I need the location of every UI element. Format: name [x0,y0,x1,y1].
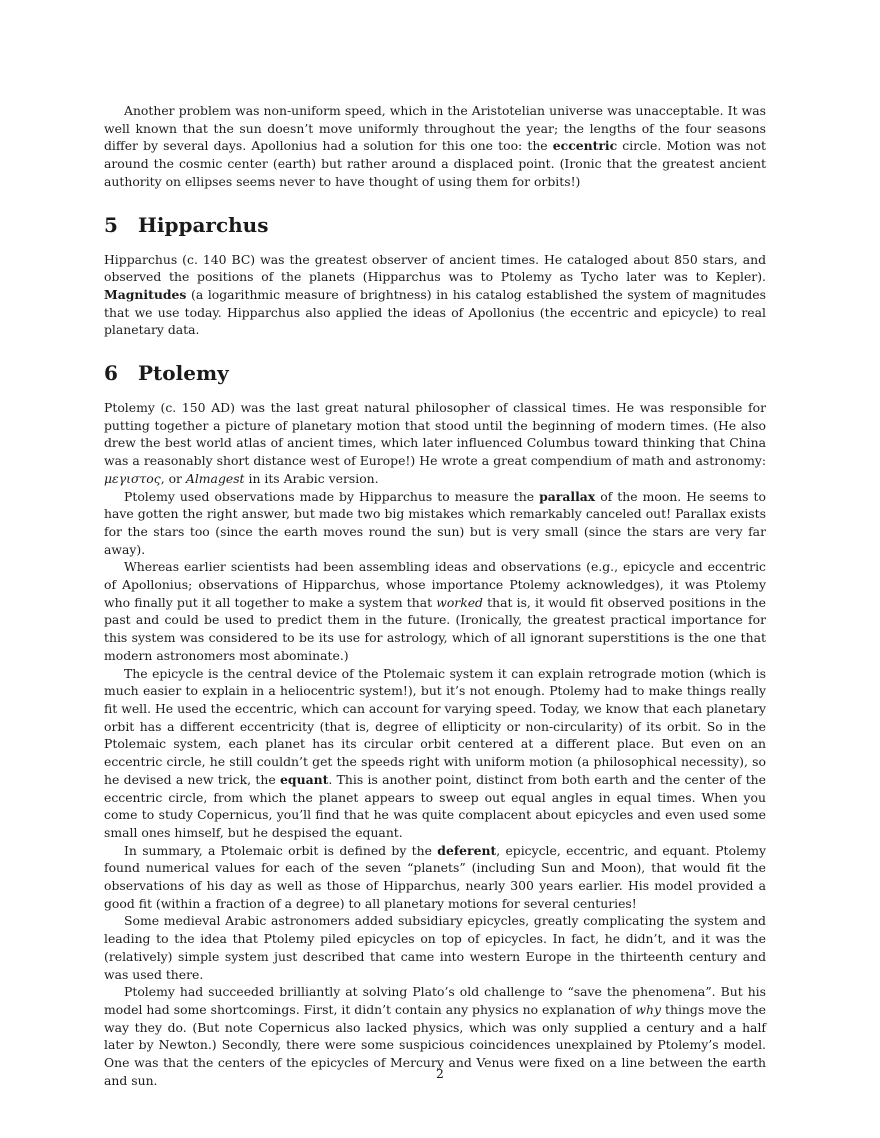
page-number: 2 [436,1066,444,1081]
term-parallax: parallax [539,488,596,504]
term-why: why [635,1001,661,1017]
hipparchus-paragraph: Hipparchus (c. 140 BC) was the greatest observer of ancient times. He cataloged about 850 stars, and observed the positions of the planets (Hipparchus was to Ptolemy as Tycho later was to Kepler). Magnitudes (a logarithmic measure of brightness) in his catalog established the system of magnitudes that we use today. Hipparchus also applied the ideas of Apollonius (the eccentric and epicycle) to real planetary data. [104,251,766,338]
section-number: 5 [104,212,118,237]
term-equant: equant [280,771,329,787]
section-number: 6 [104,361,118,386]
section-title: Hipparchus [138,212,269,237]
section-6-heading [104,361,766,385]
term-magnitudes: Magnitudes [104,286,187,302]
term-eccentric: eccentric [552,138,618,154]
term-deferent: deferent [437,842,497,858]
document-page [104,102,766,1089]
almagest-title: Almagest [185,470,245,486]
ptolemy-paragraph-1: Ptolemy (c. 150 AD) was the last great natural philosopher of classical times. He was responsible for putting together a picture of planetary motion that stood until the beginning of modern times. (He also drew the best world atlas of ancient times, which later influenced Columbus toward thinking that China was a reasonably short distance west of Europe!) He wrote a great compendium of math and astronomy: μεγιστος, or Almagest in its Arabic version. [104,400,766,486]
ptolemy-paragraph-2: Ptolemy used observations made by Hipparchus to measure the parallax of the moon. He seems to have gotten the right answer, but made two big mistakes which remarkably canceled out! Parallax exists for the stars too (since the earth moves round the sun) but is very small (since the stars are very far away). [104,488,766,557]
ptolemy-paragraph-5: In summary, a Ptolemaic orbit is defined by the deferent, epicycle, eccentric, and equant. Ptolemy found numerical values for each of the seven “planets” (including Sun and Moon), that would fit the observations of his day as well as those of Hipparchus, nearly 300 years earlier. His model provided a good fit (within a fraction of a degree) to all planetary motions for several centuries! [104,842,766,911]
greek-title: μεγιστος [104,470,161,486]
term-worked: worked [436,594,483,610]
ptolemy-paragraph-6: Some medieval Arabic astronomers added subsidiary epicycles, greatly complicating the system and leading to the idea that Ptolemy piled epicycles on top of epicycles. In fact, he didn’t, and it was the (relatively) simple system just described that came into western Europe in the thirteenth century and was used there. [104,913,766,982]
section-title: Ptolemy [138,361,229,386]
ptolemy-paragraph-3: Whereas earlier scientists had been assembling ideas and observations (e.g., epicycle and eccentric of Apollonius; observations of Hipparchus, whose importance Ptolemy acknowledges), it was Ptolemy who finally put it all together to make a system that worked that is, it would fit observed positions in the past and could be used to predict them in the future. (Ironically, the greatest practical importance for this system was considered to be its use for astrology, which of all ignorant superstitions is the one that modern astronomers most abominate.) [104,559,766,663]
intro-paragraph: Another problem was non-uniform speed, which in the Aristotelian universe was unacceptable. It was well known that the sun doesn’t move uniformly throughout the year; the lengths of the four seasons differ by several days. Apollonius had a solution for this one too: the eccentric circle. Motion was not around the cosmic center (earth) but rather around a displaced point. (Ironic that the greatest ancient authority on ellipses seems never to have thought of using them for orbits!) [104,103,766,189]
ptolemy-paragraph-7: Ptolemy had succeeded brilliantly at solving Plato’s old challenge to “save the phenomena”. But his model had some shortcomings. First, it didn’t contain any physics no explanation of why things move the way they do. (But note Copernicus also lacked physics, which was only supplied a century and a half later by Newton.) Secondly, there were some suspicious coincidences unexplained by Ptolemy’s model. One was that the centers of the epicycles of Mercury and Venus were fixed on a line between the earth and sun. [104,984,767,1088]
section-5-heading [104,213,766,237]
ptolemy-paragraph-4: The epicycle is the central device of the Ptolemaic system it can explain retrograde motion (which is much easier to explain in a heliocentric system!), but it’s not enough. Ptolemy had to make things really fit well. He used the eccentric, which can account for varying speed. Today, we know that each planetary orbit has a different eccentricity (that is, degree of ellipticity or non-circularity) of its orbit. So in the Ptolemaic system, each planet has its circular orbit centered at a different place. But even on an eccentric circle, he still couldn’t get the speeds right with uniform motion (a philosophical necessity), so he devised a new trick, the equant. This is another point, distinct from both earth and the center of the eccentric circle, from which the planet appears to sweep out equal angles in equal times. When you come to study Copernicus, you’ll find that he was quite complacent about epicycles and even used some small ones himself, but he despised the equant. [104,665,766,840]
